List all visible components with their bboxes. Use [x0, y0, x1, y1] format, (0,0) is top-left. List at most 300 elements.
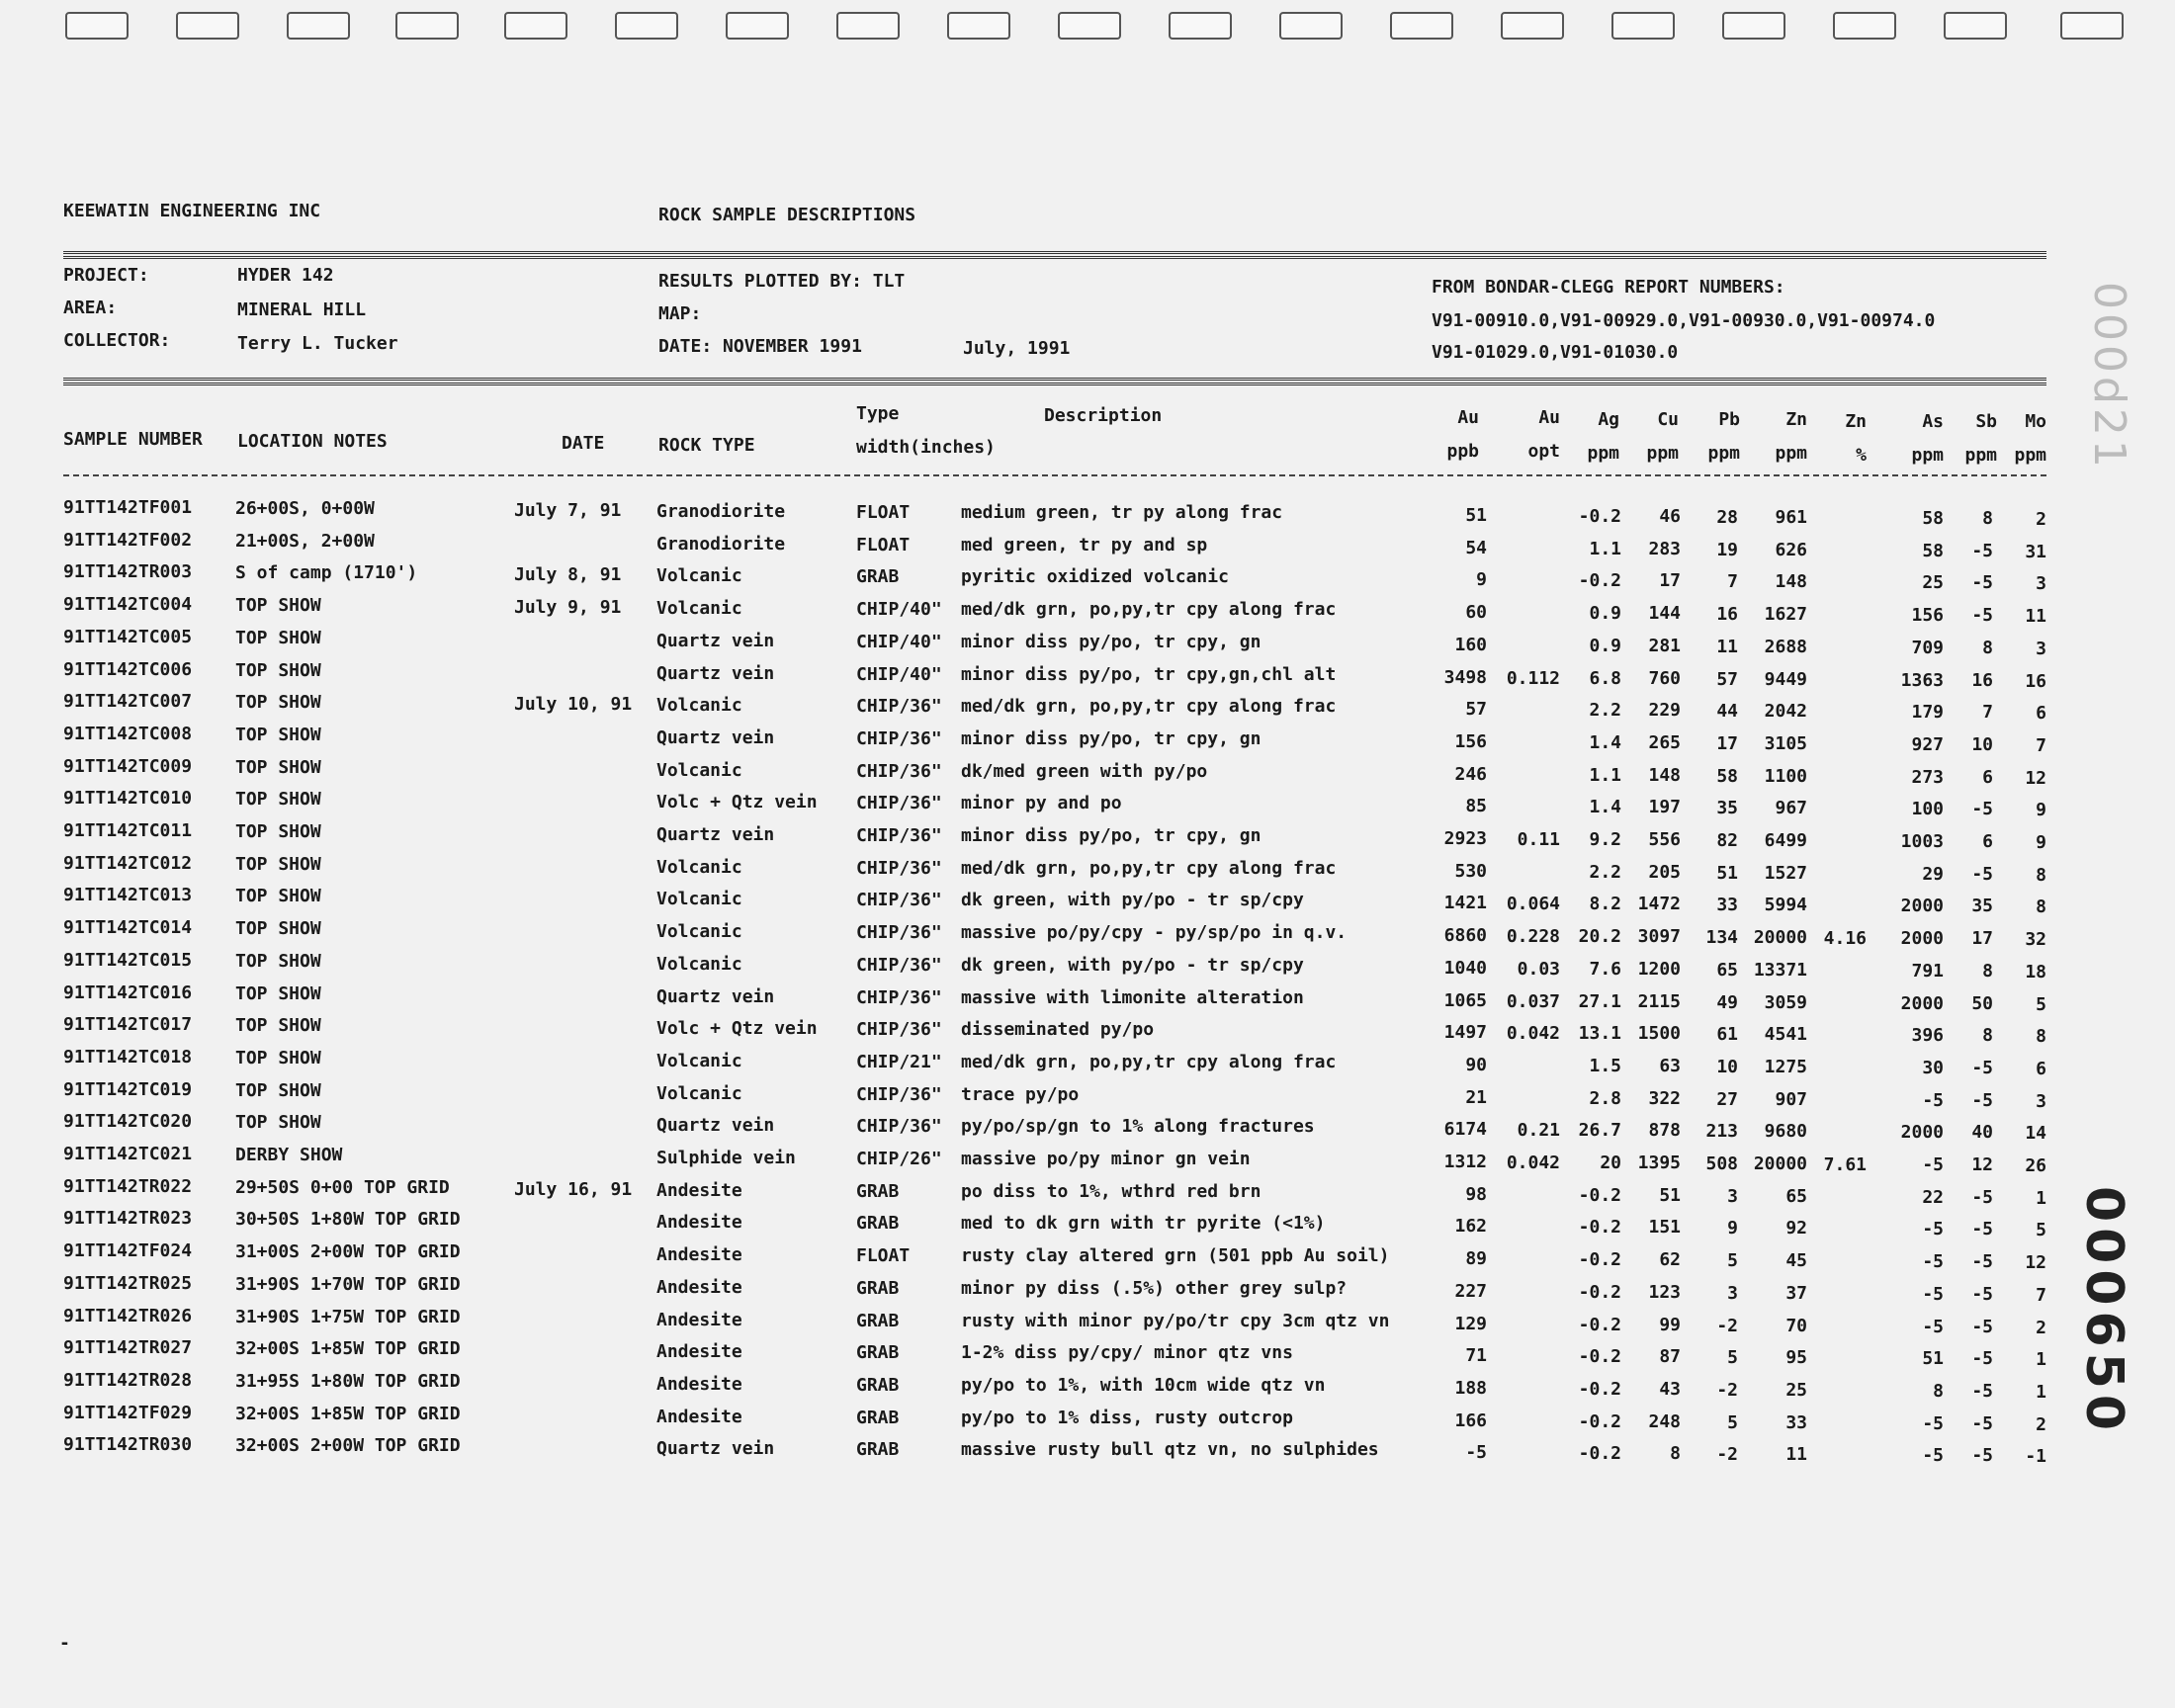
cell-date: July 8, 91 — [514, 564, 622, 585]
cell-rock-type: Andesite — [656, 1277, 742, 1298]
cell-mo: 8 — [2036, 1026, 2046, 1047]
cell-ag: -0.2 — [1578, 1411, 1621, 1432]
table-row — [0, 982, 2175, 1014]
cell-cu: 17 — [1659, 570, 1681, 591]
cell-ag: -0.2 — [1578, 1346, 1621, 1367]
cell-pb: 3 — [1727, 1283, 1738, 1304]
cell-sample-number: 91TT142TC007 — [63, 691, 193, 712]
table-row — [0, 530, 2175, 561]
col-width: width(inches) — [856, 437, 996, 458]
cell-description: py/po/sp/gn to 1% along fractures — [961, 1116, 1315, 1137]
cell-rock-type: Granodiorite — [656, 534, 786, 555]
cell-type-width: GRAB — [856, 566, 900, 587]
cell-zn-pct: 7.61 — [1823, 1154, 1867, 1175]
cell-au-ppb: 90 — [1465, 1055, 1487, 1075]
col-ag: Ag — [1598, 409, 1619, 430]
cell-type-width: CHIP/21" — [856, 1052, 942, 1072]
cell-rock-type: Volcanic — [656, 598, 742, 619]
cell-au-ppb: 51 — [1465, 505, 1487, 526]
cell-sample-number: 91TT142TF002 — [63, 530, 193, 551]
cell-mo: 7 — [2036, 735, 2046, 756]
feed-hole — [504, 12, 567, 40]
cell-zn: 907 — [1775, 1089, 1807, 1110]
cell-mo: 12 — [2025, 1252, 2046, 1273]
feed-hole — [836, 12, 900, 40]
cell-au-ppb: 1421 — [1443, 893, 1487, 913]
cell-cu: 197 — [1648, 797, 1681, 817]
cell-ag: 1.1 — [1589, 765, 1621, 786]
cell-location: 32+00S 1+85W TOP GRID — [235, 1404, 461, 1424]
cell-zn-pct: 4.16 — [1823, 928, 1867, 949]
table-row — [0, 724, 2175, 755]
cell-pb: 17 — [1716, 733, 1738, 754]
report-numbers-line1: V91-00910.0,V91-00929.0,V91-00930.0,V91-00974.0 — [1432, 310, 1936, 331]
cell-location: TOP SHOW — [235, 821, 321, 842]
feed-hole — [287, 12, 350, 40]
cell-pb: 57 — [1716, 669, 1738, 690]
cell-as: 2000 — [1900, 1122, 1944, 1143]
cell-cu: 1472 — [1637, 894, 1681, 914]
corner-mark: - — [59, 1633, 70, 1654]
cell-type-width: CHIP/36" — [856, 1019, 942, 1040]
cell-type-width: CHIP/36" — [856, 858, 942, 879]
cell-as: 709 — [1911, 638, 1944, 658]
cell-type-width: CHIP/36" — [856, 955, 942, 976]
col-ag-unit: ppm — [1587, 443, 1619, 464]
cell-mo: 2 — [2036, 1318, 2046, 1338]
col-zn: Zn — [1785, 409, 1807, 430]
cell-sample-number: 91TT142TR023 — [63, 1208, 193, 1229]
table-row — [0, 594, 2175, 626]
col-au-ppb: Au — [1457, 407, 1479, 428]
cell-rock-type: Quartz vein — [656, 631, 775, 651]
cell-sample-number: 91TT142TC013 — [63, 885, 193, 905]
col-sb-unit: ppm — [1964, 445, 1997, 466]
cell-cu: 1200 — [1637, 959, 1681, 980]
cell-au-ppb: 21 — [1465, 1087, 1487, 1108]
cell-as: 791 — [1911, 961, 1944, 982]
cell-location: TOP SHOW — [235, 1112, 321, 1133]
col-sample-number: SAMPLE NUMBER — [63, 429, 203, 450]
cell-mo: 5 — [2036, 994, 2046, 1015]
cell-type-width: FLOAT — [856, 535, 911, 555]
cell-sb: -5 — [1971, 864, 1993, 885]
cell-location: TOP SHOW — [235, 628, 321, 648]
cell-mo: 8 — [2036, 865, 2046, 886]
results-plotted-by: RESULTS PLOTTED BY: TLT — [658, 271, 906, 292]
cell-zn: 3059 — [1764, 992, 1807, 1013]
tractor-feed-holes — [0, 12, 2175, 42]
cell-mo: 32 — [2025, 929, 2046, 950]
cell-cu: 63 — [1659, 1056, 1681, 1076]
col-cu-unit: ppm — [1646, 443, 1679, 464]
col-sb: Sb — [1975, 411, 1997, 432]
feed-hole — [947, 12, 1010, 40]
cell-cu: 8 — [1670, 1443, 1681, 1464]
cell-au-opt: 0.037 — [1506, 991, 1560, 1012]
project-value: HYDER 142 — [237, 265, 334, 286]
cell-as: -5 — [1922, 1219, 1944, 1239]
cell-mo: 9 — [2036, 800, 2046, 820]
cell-mo: 6 — [2036, 703, 2046, 724]
cell-location: TOP SHOW — [235, 1080, 321, 1101]
cell-type-width: CHIP/36" — [856, 890, 942, 910]
cell-sample-number: 91TT142TC008 — [63, 724, 193, 744]
cell-ag: -0.2 — [1578, 1185, 1621, 1206]
feed-hole — [1501, 12, 1564, 40]
cell-location: 32+00S 2+00W TOP GRID — [235, 1435, 461, 1456]
cell-sample-number: 91TT142TF001 — [63, 497, 193, 518]
cell-ag: 2.2 — [1589, 862, 1621, 883]
cell-description: pyritic oxidized volcanic — [961, 566, 1229, 587]
cell-mo: -1 — [2025, 1446, 2046, 1467]
feed-hole — [1169, 12, 1232, 40]
cell-as: -5 — [1922, 1251, 1944, 1272]
cell-pb: 5 — [1727, 1250, 1738, 1271]
cell-sb: 17 — [1971, 928, 1993, 949]
cell-description: massive po/py/cpy - py/sp/po in q.v. — [961, 922, 1348, 943]
cell-pb: -2 — [1716, 1444, 1738, 1465]
cell-au-opt: 0.042 — [1506, 1153, 1560, 1173]
cell-ag: 0.9 — [1589, 636, 1621, 656]
cell-location: TOP SHOW — [235, 983, 321, 1004]
area-value: MINERAL HILL — [237, 299, 367, 320]
cell-sample-number: 91TT142TC015 — [63, 950, 193, 971]
cell-mo: 18 — [2025, 962, 2046, 982]
cell-zn: 1627 — [1764, 604, 1807, 625]
col-type: Type — [856, 403, 900, 424]
cell-cu: 87 — [1659, 1346, 1681, 1367]
cell-mo: 9 — [2036, 832, 2046, 853]
cell-sb: 6 — [1982, 767, 1993, 788]
cell-au-ppb: 246 — [1454, 764, 1487, 785]
cell-description: massive po/py minor gn vein — [961, 1149, 1251, 1169]
col-description: Description — [1044, 405, 1163, 426]
cell-sb: -5 — [1971, 541, 1993, 561]
cell-description: py/po to 1%, with 10cm wide qtz vn — [961, 1375, 1326, 1396]
cell-description: massive with limonite alteration — [961, 987, 1304, 1008]
cell-zn: 1527 — [1764, 863, 1807, 884]
cell-location: TOP SHOW — [235, 660, 321, 681]
cell-au-ppb: 60 — [1465, 602, 1487, 623]
column-header-rule — [63, 474, 2046, 476]
cell-pb: 61 — [1716, 1024, 1738, 1045]
cell-mo: 2 — [2036, 1414, 2046, 1435]
cell-rock-type: Volcanic — [656, 1051, 742, 1071]
cell-pb: 5 — [1727, 1412, 1738, 1433]
cell-location: 32+00S 1+85W TOP GRID — [235, 1338, 461, 1359]
cell-sb: 12 — [1971, 1154, 1993, 1175]
cell-sb: -5 — [1971, 1445, 1993, 1466]
cell-mo: 14 — [2025, 1123, 2046, 1144]
cell-cu: 43 — [1659, 1379, 1681, 1400]
cell-au-ppb: 1040 — [1443, 958, 1487, 979]
cell-location: 26+00S, 0+00W — [235, 498, 375, 519]
cell-sb: -5 — [1971, 1317, 1993, 1337]
table-row — [0, 1176, 2175, 1208]
cell-type-width: FLOAT — [856, 1245, 911, 1266]
cell-rock-type: Quartz vein — [656, 824, 775, 845]
cell-as: 927 — [1911, 734, 1944, 755]
cell-as: 51 — [1922, 1348, 1944, 1369]
table-row — [0, 497, 2175, 529]
cell-rock-type: Quartz vein — [656, 1115, 775, 1136]
cell-mo: 1 — [2036, 1382, 2046, 1403]
cell-sample-number: 91TT142TC021 — [63, 1144, 193, 1164]
table-row — [0, 1079, 2175, 1111]
feed-hole — [726, 12, 789, 40]
table-row — [0, 1111, 2175, 1143]
cell-description: med/dk grn, po,py,tr cpy along frac — [961, 599, 1337, 620]
col-mo-unit: ppm — [2014, 445, 2046, 466]
cell-au-opt: 0.064 — [1506, 894, 1560, 914]
cell-description: minor py and po — [961, 793, 1122, 813]
document-title: ROCK SAMPLE DESCRIPTIONS — [658, 205, 916, 225]
cell-ag: 1.5 — [1589, 1056, 1621, 1076]
cell-pb: 58 — [1716, 766, 1738, 787]
cell-zn: 20000 — [1753, 1153, 1807, 1174]
cell-mo: 1 — [2036, 1188, 2046, 1209]
cell-sample-number: 91TT142TF029 — [63, 1403, 193, 1423]
cell-au-ppb: 57 — [1465, 699, 1487, 720]
col-as: As — [1922, 411, 1944, 432]
cell-rock-type: Volc + Qtz vein — [656, 1018, 818, 1039]
cell-sb: 8 — [1982, 638, 1993, 658]
cell-as: 396 — [1911, 1025, 1944, 1046]
cell-au-ppb: 156 — [1454, 731, 1487, 752]
cell-au-opt: 0.03 — [1517, 959, 1560, 980]
cell-as: 29 — [1922, 864, 1944, 885]
feed-hole — [1833, 12, 1896, 40]
cell-sample-number: 91TT142TR026 — [63, 1306, 193, 1326]
cell-description: medium green, tr py along frac — [961, 502, 1283, 523]
cell-location: TOP SHOW — [235, 595, 321, 616]
cell-sample-number: 91TT142TC012 — [63, 853, 193, 874]
cell-zn: 961 — [1775, 507, 1807, 528]
table-row — [0, 1273, 2175, 1305]
cell-cu: 151 — [1648, 1217, 1681, 1238]
col-as-unit: ppm — [1911, 445, 1944, 466]
cell-sample-number: 91TT142TC020 — [63, 1111, 193, 1132]
cell-au-ppb: 160 — [1454, 635, 1487, 655]
cell-sb: -5 — [1971, 1413, 1993, 1434]
cell-sb: 40 — [1971, 1122, 1993, 1143]
cell-zn: 5994 — [1764, 895, 1807, 915]
table-row — [0, 1370, 2175, 1402]
cell-pb: 10 — [1716, 1057, 1738, 1077]
collector-value: Terry L. Tucker — [237, 333, 398, 354]
cell-description: dk green, with py/po - tr sp/cpy — [961, 890, 1304, 910]
cell-rock-type: Volcanic — [656, 1083, 742, 1104]
cell-location: TOP SHOW — [235, 725, 321, 745]
cell-sample-number: 91TT142TC019 — [63, 1079, 193, 1100]
cell-sample-number: 91TT142TC010 — [63, 788, 193, 809]
cell-description: dk/med green with py/po — [961, 761, 1208, 782]
table-row — [0, 1014, 2175, 1046]
cell-mo: 31 — [2025, 542, 2046, 562]
cell-pb: 28 — [1716, 507, 1738, 528]
cell-cu: 878 — [1648, 1120, 1681, 1141]
cell-sample-number: 91TT142TR025 — [63, 1273, 193, 1294]
cell-zn: 25 — [1785, 1380, 1807, 1401]
cell-au-opt: 0.228 — [1506, 926, 1560, 947]
cell-type-width: GRAB — [856, 1439, 900, 1460]
table-row — [0, 659, 2175, 691]
cell-ag: 2.8 — [1589, 1088, 1621, 1109]
cell-as: 8 — [1933, 1381, 1944, 1402]
col-au-opt: Au — [1538, 407, 1560, 428]
cell-type-width: CHIP/40" — [856, 599, 942, 620]
table-row — [0, 885, 2175, 916]
cell-sample-number: 91TT142TR003 — [63, 561, 193, 582]
cell-as: -5 — [1922, 1413, 1944, 1434]
cell-sb: 7 — [1982, 702, 1993, 723]
cell-type-width: GRAB — [856, 1278, 900, 1299]
cell-zn: 3105 — [1764, 733, 1807, 754]
feed-hole — [176, 12, 239, 40]
cell-mo: 1 — [2036, 1349, 2046, 1370]
cell-cu: 322 — [1648, 1088, 1681, 1109]
cell-rock-type: Volcanic — [656, 565, 742, 586]
cell-ag: 2.2 — [1589, 700, 1621, 721]
cell-type-width: GRAB — [856, 1213, 900, 1234]
cell-type-width: CHIP/36" — [856, 1084, 942, 1105]
cell-description: massive rusty bull qtz vn, no sulphides — [961, 1439, 1379, 1460]
cell-mo: 3 — [2036, 1091, 2046, 1112]
cell-type-width: GRAB — [856, 1408, 900, 1428]
cell-as: 2000 — [1900, 896, 1944, 916]
cell-location: 31+90S 1+70W TOP GRID — [235, 1274, 461, 1295]
feed-hole — [1058, 12, 1121, 40]
report-date-extra: July, 1991 — [963, 338, 1071, 359]
table-row — [0, 691, 2175, 723]
page-number-stamp: 000650 — [2074, 1186, 2133, 1437]
cell-location: 31+00S 2+00W TOP GRID — [235, 1241, 461, 1262]
cell-as: -5 — [1922, 1284, 1944, 1305]
cell-zn: 9449 — [1764, 669, 1807, 690]
cell-rock-type: Andesite — [656, 1180, 742, 1201]
cell-description: py/po to 1% diss, rusty outcrop — [961, 1408, 1293, 1428]
cell-description: trace py/po — [961, 1084, 1080, 1105]
cell-cu: 760 — [1648, 668, 1681, 689]
cell-pb: 35 — [1716, 798, 1738, 818]
cell-pb: 11 — [1716, 637, 1738, 657]
col-pb: Pb — [1718, 409, 1740, 430]
cell-sample-number: 91TT142TC014 — [63, 917, 193, 938]
cell-au-ppb: 89 — [1465, 1248, 1487, 1269]
cell-ag: 9.2 — [1589, 829, 1621, 850]
cell-sample-number: 91TT142TF024 — [63, 1240, 193, 1261]
cell-pb: 49 — [1716, 992, 1738, 1013]
cell-type-width: CHIP/36" — [856, 922, 942, 943]
cell-rock-type: Andesite — [656, 1212, 742, 1233]
cell-rock-type: Andesite — [656, 1407, 742, 1427]
cell-rock-type: Andesite — [656, 1374, 742, 1395]
table-row — [0, 1144, 2175, 1175]
cell-mo: 3 — [2036, 639, 2046, 659]
cell-sample-number: 91TT142TC006 — [63, 659, 193, 680]
cell-zn: 6499 — [1764, 830, 1807, 851]
cell-cu: 148 — [1648, 765, 1681, 786]
col-au-ppb-unit: ppb — [1446, 441, 1479, 462]
cell-sb: 6 — [1982, 831, 1993, 852]
cell-mo: 6 — [2036, 1059, 2046, 1079]
cell-ag: -0.2 — [1578, 1217, 1621, 1238]
faint-page-number: 000d21 — [2084, 282, 2134, 471]
cell-sample-number: 91TT142TR030 — [63, 1434, 193, 1455]
cell-as: 58 — [1922, 541, 1944, 561]
cell-sb: -5 — [1971, 1348, 1993, 1369]
cell-description: minor diss py/po, tr cpy, gn — [961, 728, 1262, 749]
cell-pb: 16 — [1716, 604, 1738, 625]
cell-type-width: CHIP/36" — [856, 825, 942, 846]
cell-rock-type: Volcanic — [656, 954, 742, 975]
cell-au-ppb: 129 — [1454, 1314, 1487, 1334]
cell-ag: 1.1 — [1589, 539, 1621, 559]
cell-au-opt: 0.11 — [1517, 829, 1560, 850]
cell-description: med/dk grn, po,py,tr cpy along frac — [961, 858, 1337, 879]
cell-au-opt: 0.21 — [1517, 1120, 1560, 1141]
cell-cu: 281 — [1648, 636, 1681, 656]
table-row — [0, 1403, 2175, 1434]
cell-location: TOP SHOW — [235, 789, 321, 810]
cell-description: 1-2% diss py/cpy/ minor qtz vns — [961, 1342, 1293, 1363]
collector-label: COLLECTOR: — [63, 330, 171, 351]
cell-description: minor diss py/po, tr cpy, gn — [961, 632, 1262, 652]
cell-type-width: GRAB — [856, 1181, 900, 1202]
area-label: AREA: — [63, 298, 118, 318]
cell-pb: -2 — [1716, 1380, 1738, 1401]
cell-type-width: GRAB — [856, 1311, 900, 1331]
cell-mo: 5 — [2036, 1220, 2046, 1240]
cell-cu: 62 — [1659, 1249, 1681, 1270]
cell-cu: 2115 — [1637, 991, 1681, 1012]
cell-type-width: GRAB — [856, 1375, 900, 1396]
cell-location: 31+90S 1+75W TOP GRID — [235, 1307, 461, 1327]
cell-location: 29+50S 0+00 TOP GRID — [235, 1177, 450, 1198]
cell-as: 22 — [1922, 1187, 1944, 1208]
cell-mo: 26 — [2025, 1155, 2046, 1176]
cell-description: rusty clay altered grn (501 ppb Au soil) — [961, 1245, 1390, 1266]
cell-zn: 20000 — [1753, 927, 1807, 948]
cell-date: July 10, 91 — [514, 694, 633, 715]
cell-au-ppb: -5 — [1465, 1442, 1487, 1463]
report-numbers-label: FROM BONDAR-CLEGG REPORT NUMBERS: — [1432, 277, 1785, 298]
cell-description: disseminated py/po — [961, 1019, 1155, 1040]
cell-location: S of camp (1710') — [235, 562, 418, 583]
cell-rock-type: Granodiorite — [656, 501, 786, 522]
cell-pb: 7 — [1727, 571, 1738, 592]
cell-sb: -5 — [1971, 1090, 1993, 1111]
cell-pb: 33 — [1716, 895, 1738, 915]
cell-pb: 65 — [1716, 960, 1738, 981]
cell-pb: 3 — [1727, 1186, 1738, 1207]
cell-sb: 35 — [1971, 896, 1993, 916]
cell-mo: 2 — [2036, 509, 2046, 530]
cell-au-ppb: 1065 — [1443, 990, 1487, 1011]
cell-ag: -0.2 — [1578, 570, 1621, 591]
cell-ag: -0.2 — [1578, 506, 1621, 527]
cell-rock-type: Quartz vein — [656, 1438, 775, 1459]
cell-description: minor diss py/po, tr cpy, gn — [961, 825, 1262, 846]
cell-cu: 51 — [1659, 1185, 1681, 1206]
feed-hole — [2060, 12, 2124, 40]
cell-pb: 44 — [1716, 701, 1738, 722]
cell-as: 156 — [1911, 605, 1944, 626]
cell-sample-number: 91TT142TC016 — [63, 982, 193, 1003]
cell-sb: -5 — [1971, 1219, 1993, 1239]
cell-zn: 9680 — [1764, 1121, 1807, 1142]
